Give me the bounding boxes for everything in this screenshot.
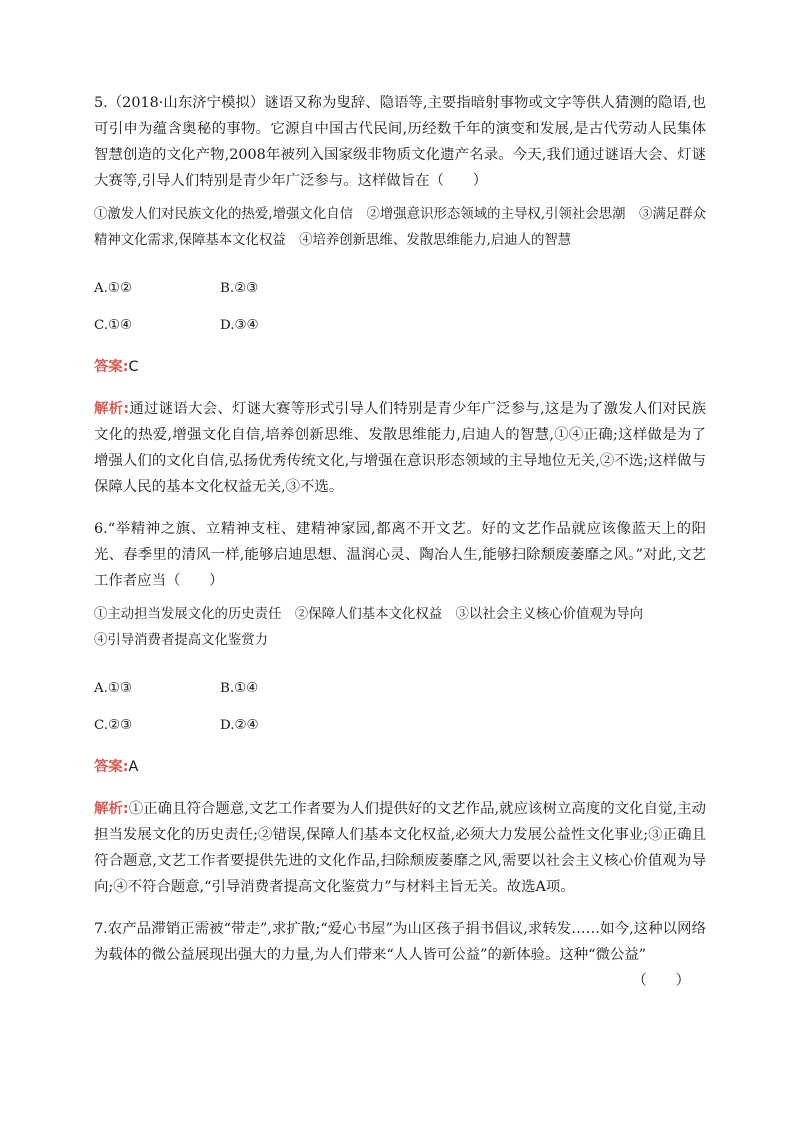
answer — [94, 754, 706, 780]
choice-a: A.①② — [94, 281, 132, 296]
statements-line-1: ①主动担当发展文化的历史责任 ②保障人们基本文化权益 ③以社会主义核心价值观为导向 — [94, 607, 644, 622]
choice-d: D.②④ — [220, 718, 259, 733]
choice-d: D.③④ — [220, 318, 259, 333]
analysis-text: 通过谜语大会、灯谜大赛等形式引导人们特别是青少年广泛参与,这是为了激发人们对民族文化的热爱,增强文化自信,培养创新思维、发散思维能力,启迪人的智慧,①④正确;这样做是为了增强人们的文化自信,弘扬优秀传统文化,与增强在意识形态领域的主导地位无关,②不选;这样做与保障人民的基本文化权益无关,③不选。 — [94, 401, 706, 495]
choice-list — [94, 270, 706, 344]
answer-label: 答案: — [94, 359, 129, 375]
analysis — [94, 396, 706, 500]
question-6 — [94, 516, 706, 900]
analysis — [94, 796, 706, 900]
choice-row — [94, 670, 706, 707]
analysis-label: 解析: — [94, 801, 129, 817]
choice-c: C.①④ — [94, 318, 133, 333]
question-stem: 5.（2018·山东济宁模拟）谜语又称为叟辞、隐语等,主要指暗射事物或文字等供人猜测的隐语,也可引申为蕴含奥秘的事物。它源自中国古代民间,历经数千年的演变和发展,是古代劳动人民集体智慧创造的文化产物,2008年被列入国家级非物质文化遗产名录。今天,我们通过谜语大会、灯谜大赛等,引导人们特别是青少年广泛参与。这样做旨在（ ） — [94, 95, 706, 189]
statements-line-2: ④引导消费者提高文化鉴赏力 — [94, 633, 269, 648]
answer-value: C — [128, 359, 139, 375]
answer-blank: （ ） — [632, 973, 690, 989]
answer-value: A — [128, 759, 139, 775]
choice-b: B.①④ — [220, 681, 259, 696]
question-stem: 6.“举精神之旗、立精神支柱、建精神家园,都离不开文艺。好的文艺作品就应该像蓝天上的阳光、春季里的清风一样,能够启迪思想、温润心灵、陶冶人生,能够扫除颓废萎靡之风。”对此,文艺工作者应当（ ） — [94, 521, 706, 589]
question-stem: 7.农产品滞销正需被“带走”,求扩散;“爱心书屋”为山区孩子捐书倡议,求转发……如今,这种以网络为载体的微公益展现出强大的力量,为人们带来“人人皆可公益”的新体验。这种“微公益” — [94, 921, 706, 963]
choice-a: A.①③ — [94, 681, 132, 696]
question-statements: ①激发人们对民族文化的热爱,增强文化自信 ②增强意识形态领域的主导权,引领社会思潮 ③满足群众精神文化需求,保障基本文化权益 ④培养创新思维、发散思维能力,启迪人的智慧 — [94, 207, 706, 248]
choice-c: C.②③ — [94, 718, 133, 733]
analysis-text: ①正确且符合题意,文艺工作者要为人们提供好的文艺作品,就应该树立高度的文化自觉,主动担当发展文化的历史责任;②错误,保障人们基本文化权益,必须大力发展公益性文化事业;③正确且符合题意,文艺工作者要提供先进的文化作品,扫除颓废萎靡之风,需要以社会主义核心价值观为导向;④不符合题意,“引导消费者提高文化鉴赏力”与材料主旨无关。故选A项。 — [94, 801, 706, 895]
answer-label: 答案: — [94, 759, 129, 775]
answer — [94, 354, 706, 380]
choice-list — [94, 670, 706, 744]
choice-row — [94, 270, 706, 307]
choice-row — [94, 707, 706, 744]
analysis-label: 解析: — [94, 401, 130, 417]
question-statements — [94, 602, 706, 654]
document-page — [94, 90, 706, 994]
choice-b: B.②③ — [220, 281, 259, 296]
question-5 — [94, 90, 706, 500]
choice-row — [94, 307, 706, 344]
question-7 — [94, 916, 706, 994]
